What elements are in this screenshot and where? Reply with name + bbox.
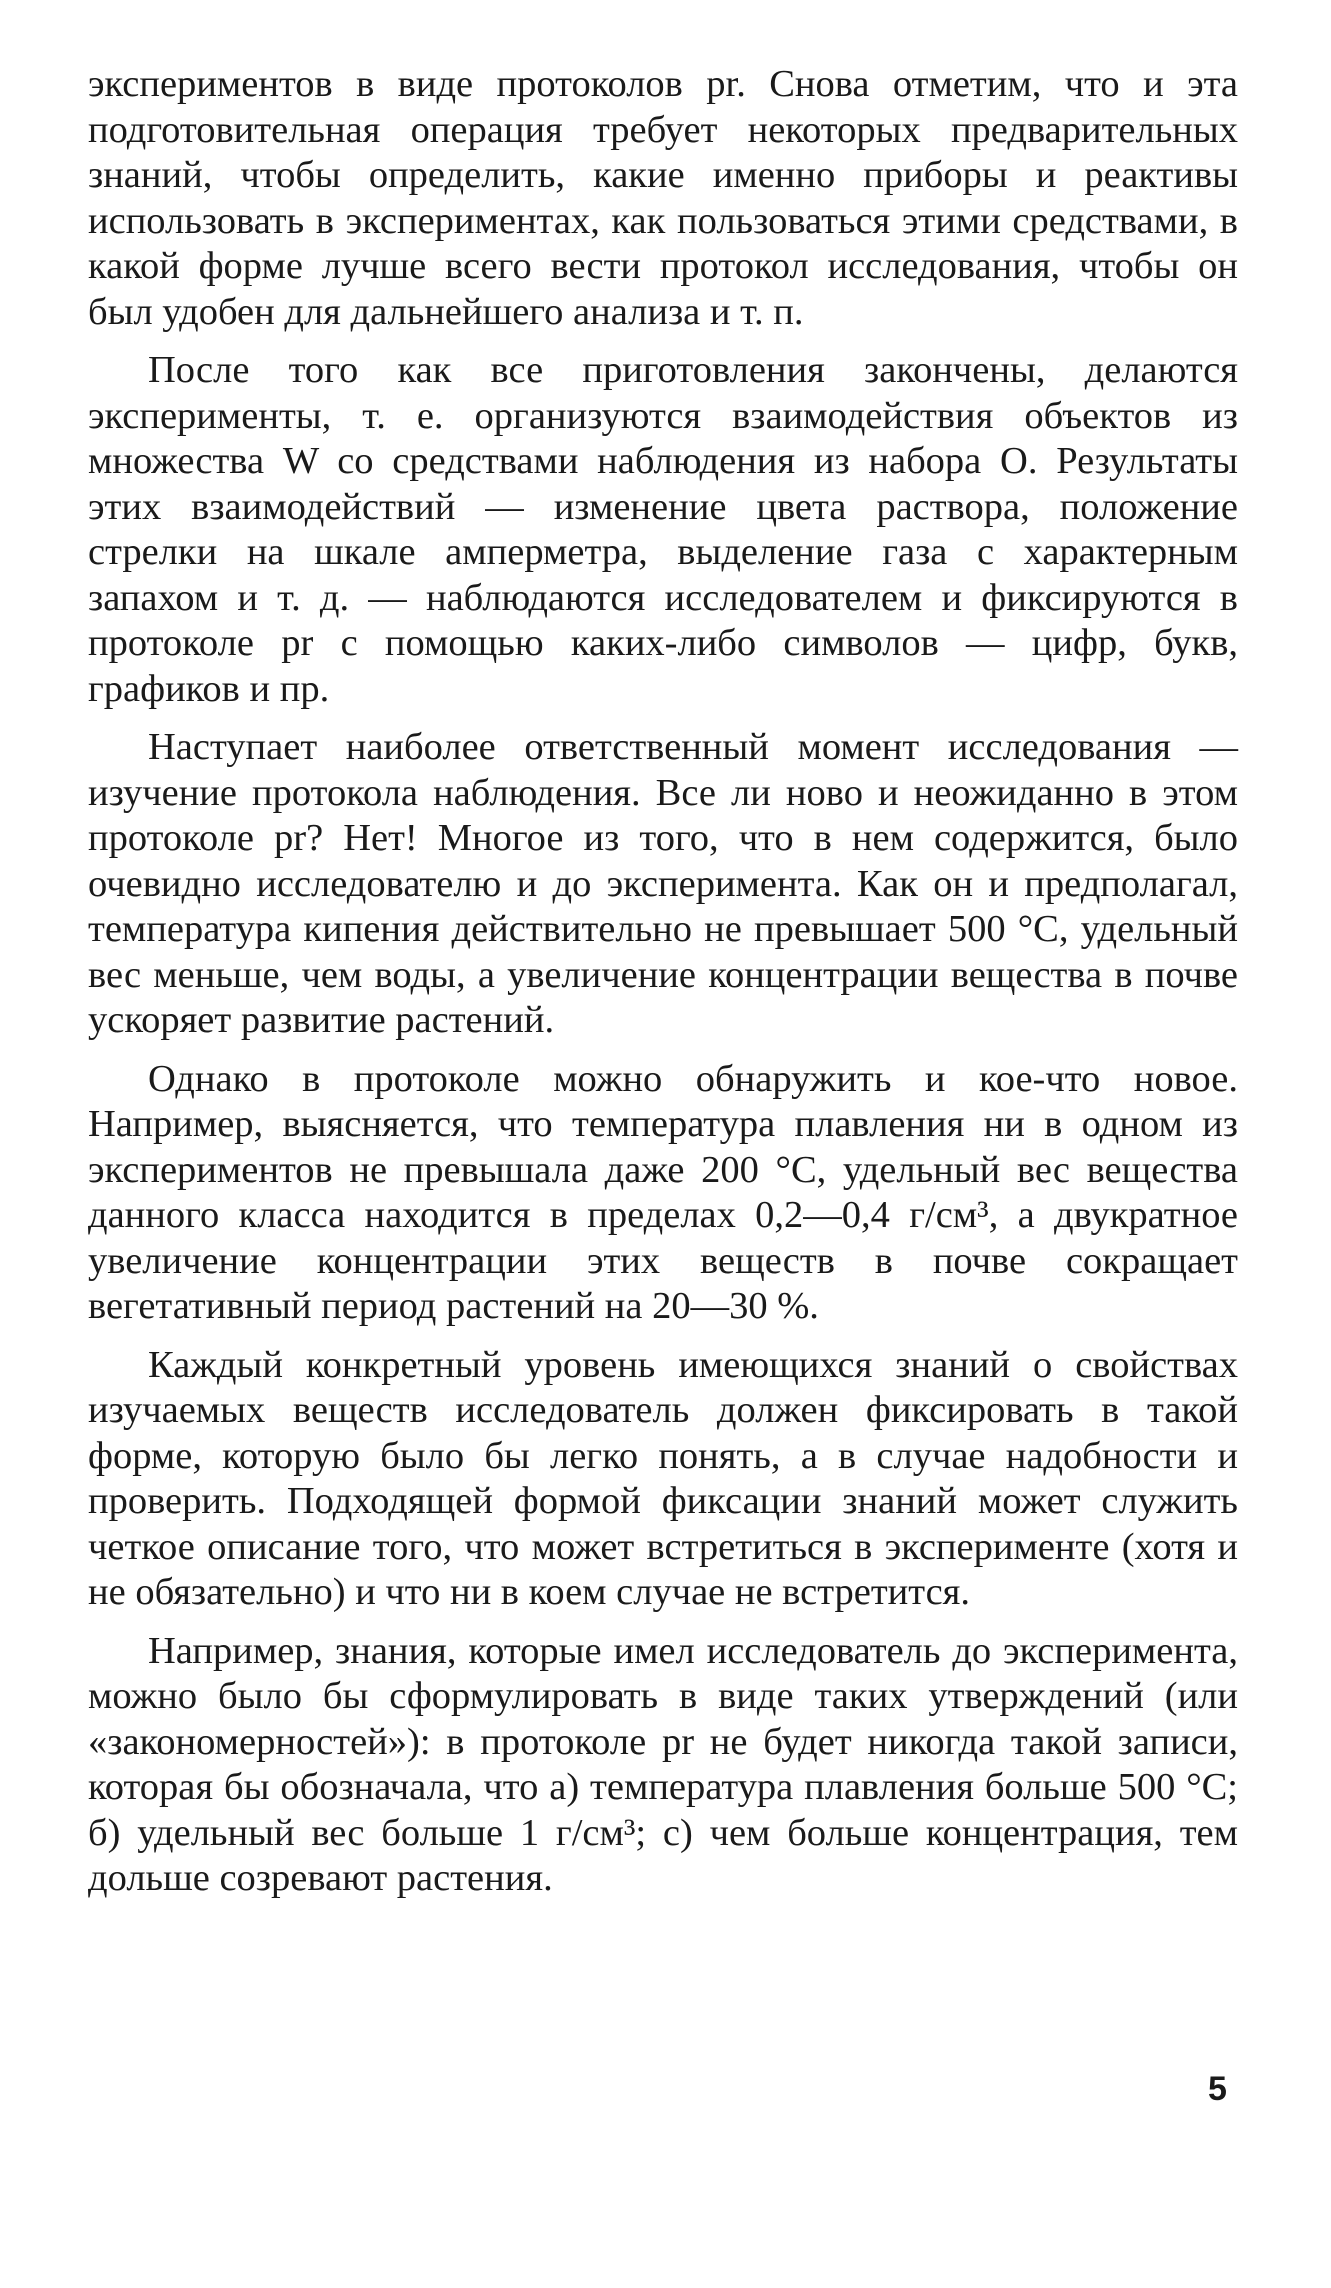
paragraph-3: Наступает наиболее ответственный момент исследования — изучение протокола наблюдения. Все ли ново и неожиданно в этом протоколе pr? Нет! Многое из того, что в нем содержится, было очевидно исследователю и до эксперимента. Как он и предполагал, температура кипения действительно не превышает 500 °С, удельный вес меньше, чем воды, а увеличение концентрации вещества в почве ускоряет развитие растений. <box>88 726 1238 1041</box>
page-body <box>88 62 1238 1915</box>
paragraph-1: экспериментов в виде протоколов pr. Снова отметим, что и эта подготовительная операция требует некоторых предварительных знаний, чтобы определить, какие именно приборы и реактивы использовать в экспериментах, как пользоваться этими средствами, в какой форме лучше всего вести протокол исследования, чтобы он был удобен для дальнейшего анализа и т. п. <box>88 63 1238 333</box>
page-number: 5 <box>1208 2070 1227 2108</box>
paragraph-6: Например, знания, которые имел исследователь до эксперимента, можно было бы сформулировать в виде таких утверждений (или «закономерностей»): в протоколе pr не будет никогда такой записи, которая бы обозначала, что а) температура плавления больше 500 °С; б) удельный вес больше 1 г/см³; с) чем больше концентрация, тем дольше созревают растения. <box>88 1629 1238 1899</box>
paragraph-2: После того как все приготовления закончены, делаются эксперименты, т. е. организуются взаимодействия объектов из множества W со средствами наблюдения из набора O. Результаты этих взаимодействий — изменение цвета раствора, положение стрелки на шкале амперметра, выделение газа с характерным запахом и т. д. — наблюдаются исследователем и фиксируются в протоколе pr с помощью каких-либо символов — цифр, букв, графиков и пр. <box>88 349 1238 710</box>
paragraph-5: Каждый конкретный уровень имеющихся знаний о свойствах изучаемых веществ исследователь должен фиксировать в такой форме, которую было бы легко понять, а в случае надобности и проверить. Подходящей формой фиксации знаний может служить четкое описание того, что может встретиться в эксперименте (хотя и не обязательно) и что ни в коем случае не встретится. <box>88 1343 1238 1613</box>
paragraph-4: Однако в протоколе можно обнаружить и кое-что новое. Например, выясняется, что температура плавления ни в одном из экспериментов не превышала даже 200 °С, удельный вес вещества данного класса находится в пределах 0,2—0,4 г/см³, а двукратное увеличение концентрации этих веществ в почве сокращает вегетативный период растений на 20—30 %. <box>88 1057 1238 1327</box>
